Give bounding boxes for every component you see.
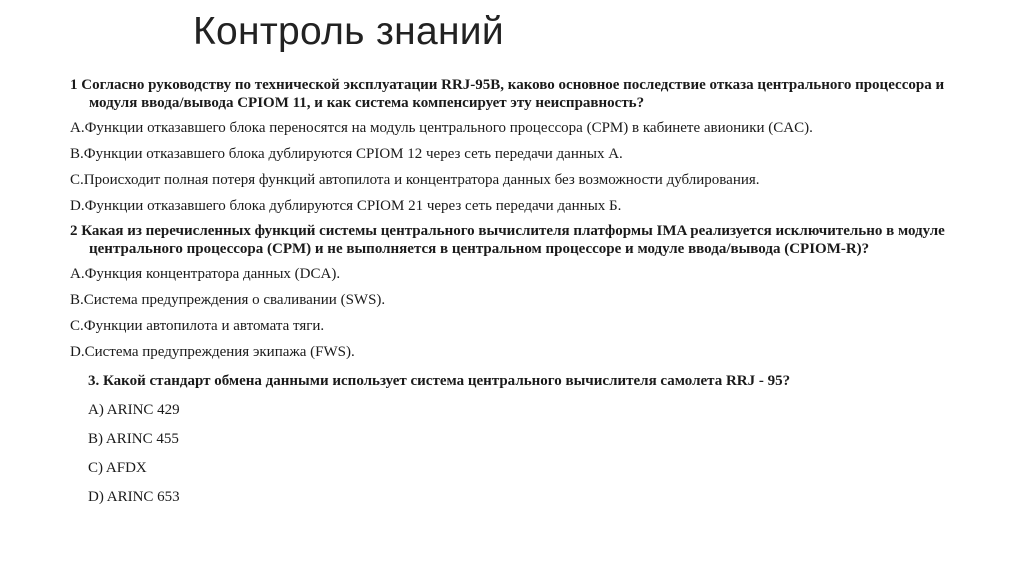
question-2-text-line1: 2 Какая из перечисленных функций системы центрального вычислителя платформы IMA реализуется исключительно в модуле	[70, 223, 945, 239]
question-3	[88, 372, 1008, 390]
question-3-text: 3. Какой стандарт обмена данными использует система центрального вычислителя самолета RRJ - 95?	[88, 373, 791, 389]
question-2	[70, 222, 1015, 258]
question-1-option-d: D.Функции отказавшего блока дублируются CPIOM 21 через сеть передачи данных Б.	[70, 198, 622, 214]
question-1-option-a: A.Функции отказавшего блока переносятся на модуль центрального процессора (CPM) в кабинете авионики (CAC).	[70, 120, 813, 136]
question-2-option-d: D.Система предупреждения экипажа (FWS).	[70, 344, 355, 360]
question-3-option-d: D) ARINC 653	[88, 489, 180, 505]
question-1-option-c: C.Происходит полная потеря функций автопилота и концентратора данных без возможности дублирования.	[70, 172, 760, 188]
slide-title: Контроль знаний	[193, 10, 504, 53]
question-2-option-a: A.Функция концентратора данных (DCA).	[70, 266, 341, 282]
question-2-option-c: C.Функции автопилота и автомата тяги.	[70, 318, 325, 334]
question-1-text-line2: модуля ввода/вывода CPIOM 11, и как система компенсирует эту неисправность?	[89, 95, 645, 111]
question-2-option-b: B.Система предупреждения о сваливании (SWS).	[70, 292, 386, 308]
question-3-option-c: C) AFDX	[88, 460, 147, 476]
question-2-text-line2: центрального процессора (CPM) и не выполняется в центральном процессоре и модуле ввода/вывода (CPIOM-R)?	[89, 241, 870, 257]
question-3-option-b: B) ARINC 455	[88, 431, 179, 447]
question-1-text-line1: 1 Согласно руководству по технической эксплуатации RRJ-95B, каково основное последствие отказа центрального процессора и	[70, 77, 945, 93]
question-1-option-b: B.Функции отказавшего блока дублируются CPIOM 12 через сеть передачи данных А.	[70, 146, 623, 162]
question-1	[70, 76, 1015, 112]
question-3-option-a: A) ARINC 429	[88, 402, 180, 418]
